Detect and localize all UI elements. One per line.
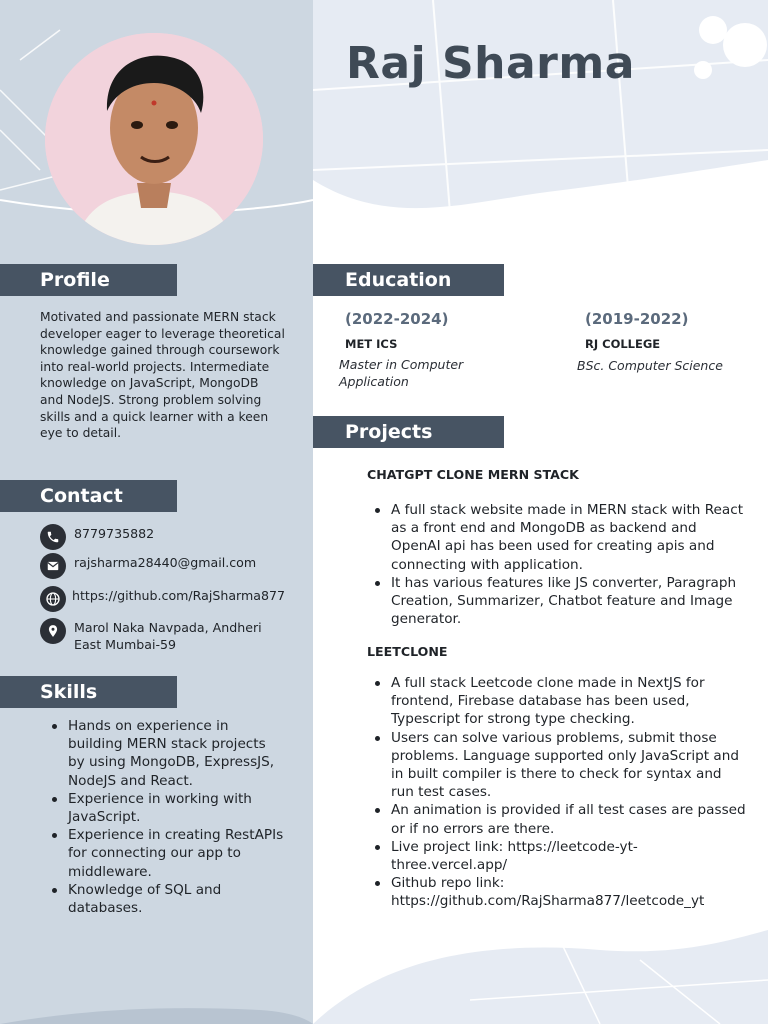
phone-icon (40, 524, 66, 550)
project-point: A full stack Leetcode clone made in NextJS for frontend, Firebase database has been used, Typescript for strong type checking. (391, 674, 747, 729)
education-school: RJ COLLEGE (585, 337, 661, 351)
footer-decoration (0, 900, 768, 1024)
project-point: An animation is provided if all test cases are passed or if no errors are there. (391, 802, 746, 837)
contact-phone: 8779735882 (74, 526, 155, 541)
education-degree: Master in Computer Application (339, 357, 464, 389)
contact-github-row (40, 586, 285, 612)
skill-item: Knowledge of SQL and databases. (68, 881, 284, 917)
skill-item: Hands on experience in building MERN stack projects by using MongoDB, ExpressJS, NodeJS and React. (68, 717, 284, 790)
project-details (367, 674, 747, 911)
contact-github-link[interactable]: https://github.com/RajSharma877 (72, 588, 286, 603)
project-point[interactable]: Github repo link: https://github.com/RajSharma877/leetcode_yt (391, 874, 747, 910)
education-years: (2019-2022) (585, 310, 689, 328)
globe-icon (40, 586, 66, 612)
project-point: It has various features like JS converter, Paragraph Creation, Summarizer, Chatbot feature and Image generator. (391, 574, 747, 629)
contact-heading: Contact (0, 480, 177, 512)
contact-email-row (40, 553, 256, 579)
skill-item: Experience in creating RestAPIs for connecting our app to middleware. (68, 827, 284, 880)
project-point: A full stack website made in MERN stack with React as a front end and MongoDB as backend and OpenAI api has been used for creating apis and connecting with application. (391, 501, 747, 574)
education-degree: BSc. Computer Science (577, 358, 723, 373)
education-years: (2022-2024) (345, 310, 449, 328)
candidate-name: Raj Sharma (346, 38, 635, 89)
contact-address-row (40, 618, 274, 653)
projects-heading: Projects (313, 416, 504, 448)
project-title: LEETCLONE (367, 644, 448, 659)
location-pin-icon (40, 618, 66, 644)
project-point: Users can solve various problems, submit those problems. Language supported only JavaScript and in built compiler is there to check for syntax and run test cases. (391, 729, 747, 802)
contact-email[interactable]: rajsharma28440@gmail.com (74, 555, 257, 570)
skills-heading: Skills (0, 676, 177, 708)
project-title: CHATGPT CLONE MERN STACK (367, 467, 579, 482)
project-point[interactable]: Live project link: https://leetcode-yt-three.vercel.app/ (391, 838, 747, 874)
profile-heading: Profile (0, 264, 177, 296)
contact-phone-row (40, 524, 154, 550)
profile-text: Motivated and passionate MERN stack developer eager to leverage theoretical knowledge gained through coursework into real-world projects. Intermediate knowledge on JavaScript, MongoDB and NodeJS. Strong problem solving skills and a quick learner with a keen eye to detail. (40, 310, 285, 441)
project-details (367, 501, 747, 628)
education-school: MET ICS (345, 337, 398, 351)
mail-icon (40, 553, 66, 579)
avatar (45, 33, 263, 245)
education-heading: Education (313, 264, 504, 296)
skill-item: Experience in working with JavaScript. (68, 790, 284, 826)
contact-address: Marol Naka Navpada, Andheri East Mumbai-59 (74, 620, 262, 652)
skills-list (44, 717, 284, 917)
